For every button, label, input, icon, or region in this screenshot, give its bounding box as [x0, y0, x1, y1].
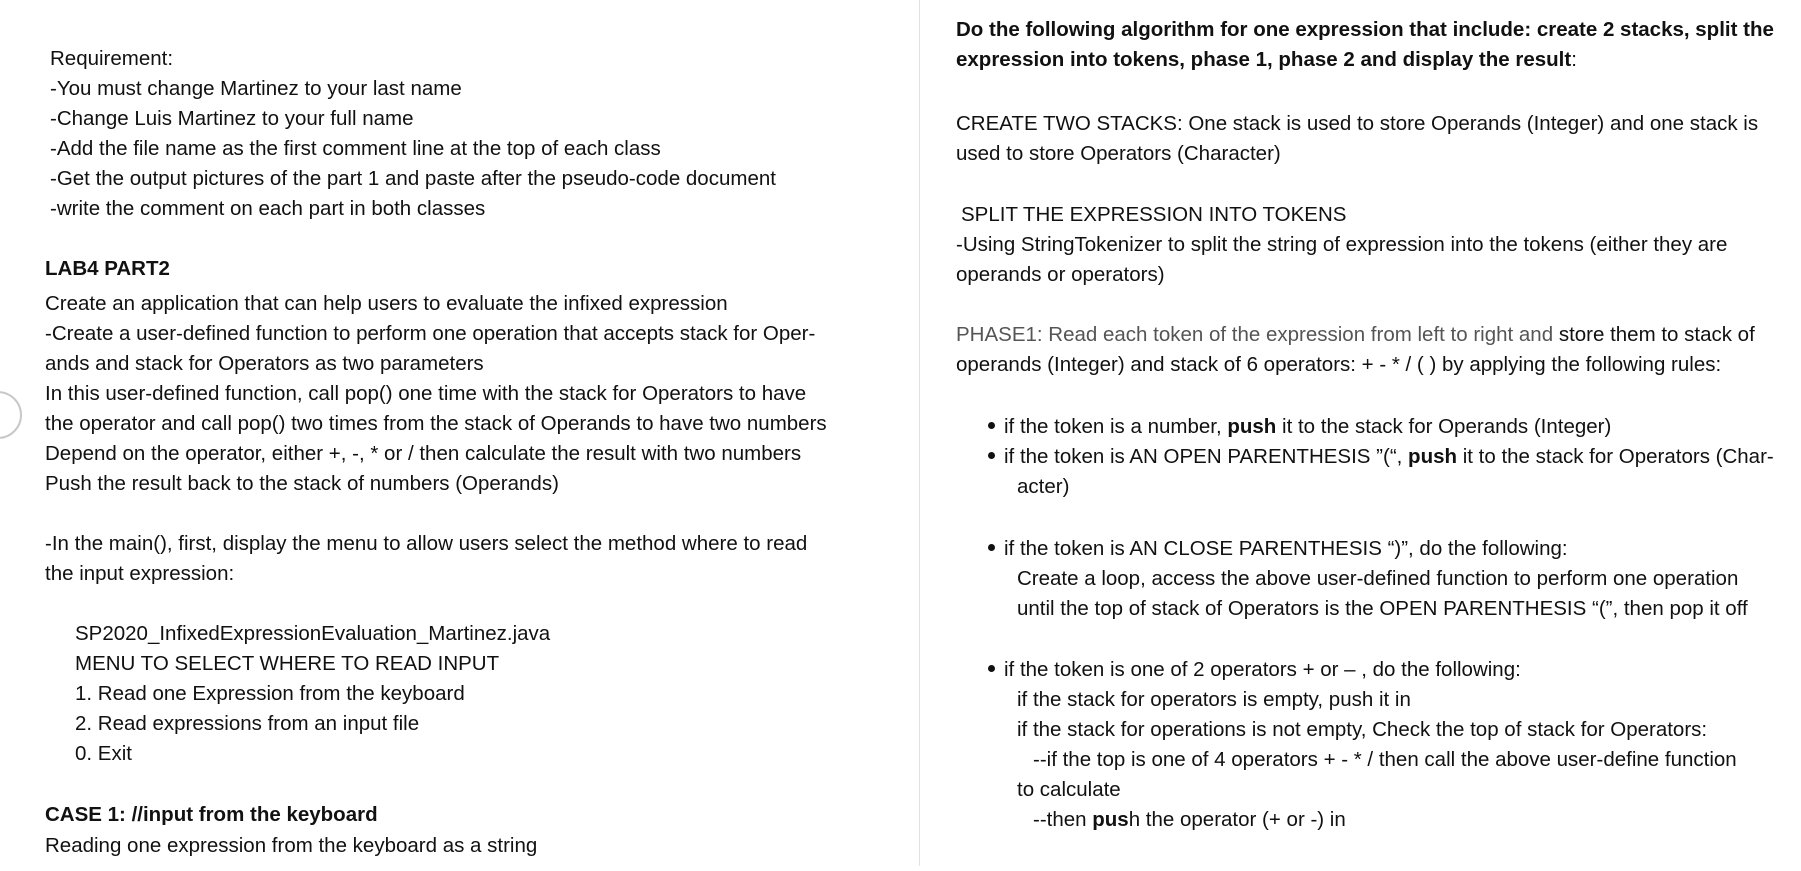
- paragraph-line: -In the main(), first, display the menu to allow users select the method where to read: [45, 532, 808, 555]
- paragraph-line: Reading one expression from the keyboard as a string: [45, 834, 538, 857]
- rule-keyword: push: [1408, 445, 1458, 468]
- lab-heading: LAB4 PART2: [45, 257, 170, 280]
- requirement-line: -write the comment on each part in both classes: [50, 197, 486, 220]
- phase1-lead: PHASE1: Read each token of the expression from left to right and: [956, 323, 1559, 346]
- case1-heading: CASE 1: //input from the keyboard: [45, 803, 378, 826]
- paragraph-line: the operator and call pop() two times from the stack of Operands to have two numbers: [45, 412, 827, 435]
- intro-colon: :: [1571, 48, 1577, 71]
- requirement-line: -Change Luis Martinez to your full name: [50, 107, 414, 130]
- rule-text: h the operator (+ or -) in: [1128, 808, 1346, 831]
- paragraph-line: ands and stack for Operators as two parameters: [45, 352, 484, 375]
- rule-text: --then: [1033, 808, 1093, 831]
- paragraph-line: the input expression:: [45, 562, 235, 585]
- bullet-icon: [988, 422, 995, 429]
- rule-bullet: [988, 534, 1568, 564]
- rule-subline: if the stack for operations is not empty, Check the top of stack for Operators:: [1017, 718, 1708, 741]
- stacks-line: used to store Operators (Character): [956, 142, 1281, 165]
- stacks-line: CREATE TWO STACKS: One stack is used to store Operands (Integer) and one stack is: [956, 112, 1759, 135]
- requirement-line: -Get the output pictures of the part 1 and paste after the pseudo-code document: [50, 167, 776, 190]
- rule-bullet: [988, 412, 1611, 442]
- rule-subline: Create a loop, access the above user-defined function to perform one operation: [1017, 567, 1739, 590]
- bullet-icon: [988, 544, 995, 551]
- rule-subline: [1033, 805, 1346, 835]
- rule-bullet: [988, 442, 1774, 472]
- bullet-icon: [988, 665, 995, 672]
- intro-text: expression into tokens, phase 1, phase 2 and display the result: [956, 48, 1572, 71]
- paragraph-line: Create an application that can help users to evaluate the infixed expression: [45, 292, 728, 315]
- rule-subline: to calculate: [1017, 778, 1121, 801]
- phase1-line: [956, 320, 1755, 350]
- menu-option: 1. Read one Expression from the keyboard: [75, 682, 465, 705]
- rule-continuation: acter): [1017, 475, 1070, 498]
- rule-text: if the token is AN OPEN PARENTHESIS ”(“,: [1004, 445, 1409, 468]
- rule-text: if the token is a number,: [1004, 415, 1228, 438]
- page-divider: [919, 0, 920, 866]
- rule-keyword: pus: [1092, 808, 1129, 831]
- rule-text: it to the stack for Operators (Char-: [1457, 445, 1774, 468]
- rule-subline: until the top of stack of Operators is the OPEN PARENTHESIS “(”, then pop it off: [1017, 597, 1748, 620]
- intro-line: Do the following algorithm for one expression that include: create 2 stacks, split the: [956, 18, 1774, 41]
- phase1-tail: store them to stack of: [1558, 323, 1755, 346]
- menu-option: 0. Exit: [75, 742, 132, 765]
- rule-keyword: push: [1227, 415, 1277, 438]
- paragraph-line: Depend on the operator, either +, -, * or / then calculate the result with two numbers: [45, 442, 802, 465]
- paragraph-line: Push the result back to the stack of numbers (Operands): [45, 472, 559, 495]
- rule-text: if the token is AN CLOSE PARENTHESIS “)”, do the following:: [1004, 537, 1568, 560]
- requirement-line: -Add the file name as the first comment line at the top of each class: [50, 137, 661, 160]
- requirement-heading: Requirement:: [50, 47, 174, 70]
- rule-text: it to the stack for Operands (Integer): [1276, 415, 1612, 438]
- split-line: operands or operators): [956, 263, 1165, 286]
- rule-bullet: [988, 655, 1521, 685]
- phase1-line: operands (Integer) and stack of 6 operators: + - * / ( ) by applying the following rules:: [956, 353, 1722, 376]
- rule-subline: if the stack for operators is empty, push it in: [1017, 688, 1411, 711]
- intro-line: [956, 45, 1577, 75]
- bullet-icon: [988, 452, 995, 459]
- paragraph-line: In this user-defined function, call pop() one time with the stack for Operators to have: [45, 382, 807, 405]
- margin-marker: [0, 391, 22, 439]
- split-heading: SPLIT THE EXPRESSION INTO TOKENS: [961, 203, 1347, 226]
- rule-subline: --if the top is one of 4 operators + - * / then call the above user-define function: [1033, 748, 1737, 771]
- menu-filename: SP2020_InfixedExpressionEvaluation_Martinez.java: [75, 622, 551, 645]
- menu-title: MENU TO SELECT WHERE TO READ INPUT: [75, 652, 500, 675]
- menu-option: 2. Read expressions from an input file: [75, 712, 420, 735]
- rule-text: if the token is one of 2 operators + or – , do the following:: [1004, 658, 1521, 681]
- requirement-line: -You must change Martinez to your last name: [50, 77, 462, 100]
- paragraph-line: -Create a user-defined function to perform one operation that accepts stack for Oper-: [45, 322, 816, 345]
- split-line: -Using StringTokenizer to split the string of expression into the tokens (either they are: [956, 233, 1728, 256]
